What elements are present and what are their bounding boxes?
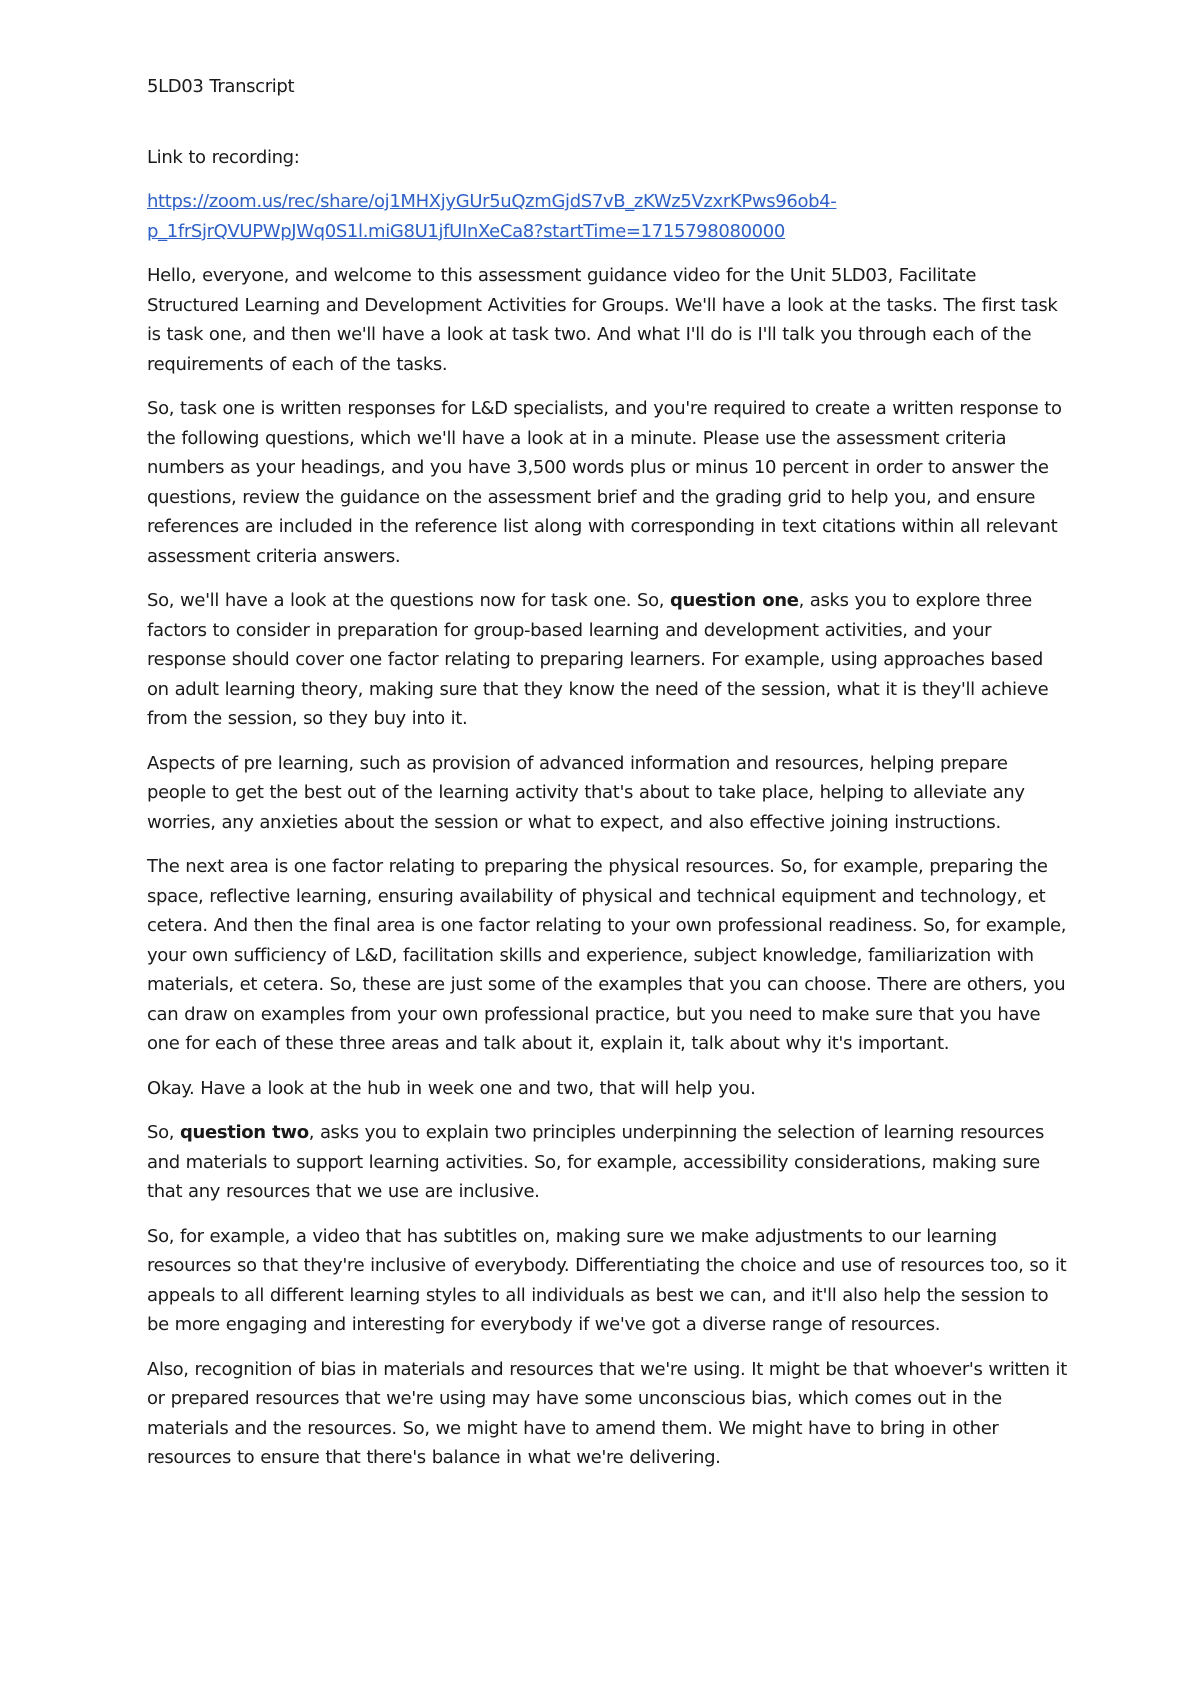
q2-after: , asks you to explain two principles underpinning the selection of learning resources and materials to support learning activities. So, for example, accessibility considerations, making sure that any resources that we use are inclusive. (147, 1122, 1045, 1202)
question-one-heading: question one (670, 590, 799, 611)
paragraph-question-one (147, 586, 1067, 734)
recording-link[interactable] (147, 187, 1067, 246)
paragraph-question-two (147, 1118, 1067, 1207)
paragraph-bias: Also, recognition of bias in materials and resources that we're using. It might be that whoever's written it or prepared resources that we're using may have some unconscious bias, which comes out in the materials and the resources. So, we might have to amend them. We might have to bring in other resources to ensure that there's balance in what we're delivering. (147, 1358, 1067, 1468)
q1-after: , asks you to explore three factors to consider in preparation for group-based learning and development activities, and your response should cover one factor relating to preparing learners. For example, using approaches based on adult learning theory, making sure that they know the need of the session, what it is they'll achieve from the session, so they buy into it. (147, 590, 1049, 729)
link-label: Link to recording: (147, 146, 300, 168)
question-two-heading: question two (179, 1122, 309, 1143)
paragraph-physical-resources: The next area is one factor relating to preparing the physical resources. So, for example, preparing the space, reflective learning, ensuring availability of physical and technical equipment and technology, et cetera. And then the final area is one factor relating to your own professional readiness. So, for example, your own sufficiency of L&D, facilitation skills and experience, subject knowledge, familiarization with materials, et cetera. So, these are just some of the examples that you can choose. There are others, you can draw on examples from your own professional practice, but you need to make sure that you have one for each of these three areas and talk about it, explain it, talk about why it's important. (147, 856, 1067, 1054)
paragraph-hub: Okay. Have a look at the hub in week one and two, that will help you. (147, 1077, 756, 1099)
paragraph-task-one: So, task one is written responses for L&D specialists, and you're required to create a written response to the following questions, which we'll have a look at in a minute. Please use the assessment criteria numbers as your headings, and you have 3,500 words plus or minus 10 percent in order to answer the questions, review the guidance on the assessment brief and the grading grid to help you, and ensure references are included in the reference list along with corresponding in text citations within all relevant assessment criteria answers. (147, 398, 1062, 567)
q1-before: So, we'll have a look at the questions now for task one. So, (147, 590, 671, 611)
paragraph-intro: Hello, everyone, and welcome to this assessment guidance video for the Unit 5LD03, Facilitate Structured Learning and Development Activities for Groups. We'll have a look at the tasks. The first task is task one, and then we'll have a look at task two. And what I'll do is I'll talk you through each of the requirements of each of the tasks. (147, 265, 1058, 375)
paragraph-subtitles: So, for example, a video that has subtitles on, making sure we make adjustments to our learning resources so that they're inclusive of everybody. Differentiating the choice and use of resources too, so it appeals to all different learning styles to all individuals as best we can, and it'll also help the session to be more engaging and interesting for everybody if we've got a diverse range of resources. (147, 1225, 1067, 1335)
document-body (147, 72, 1067, 1488)
paragraph-pre-learning: Aspects of pre learning, such as provision of advanced information and resources, helping prepare people to get the best out of the learning activity that's about to take place, helping to alleviate any worries, any anxieties about the session or what to expect, and also effective joining instructions. (147, 752, 1025, 833)
recording-link-line-2[interactable]: p_1frSjrQVUPWpJWq0S1l.miG8U1jfUInXeCa8?startTime=1715798080000 (147, 220, 785, 242)
q2-before: So, (147, 1122, 180, 1143)
document-title: 5LD03 Transcript (147, 76, 295, 97)
recording-link-line-1[interactable]: https://zoom.us/rec/share/oj1MHXjyGUr5uQzmGjdS7vB_zKWz5VzxrKPws96ob4- (147, 191, 837, 212)
